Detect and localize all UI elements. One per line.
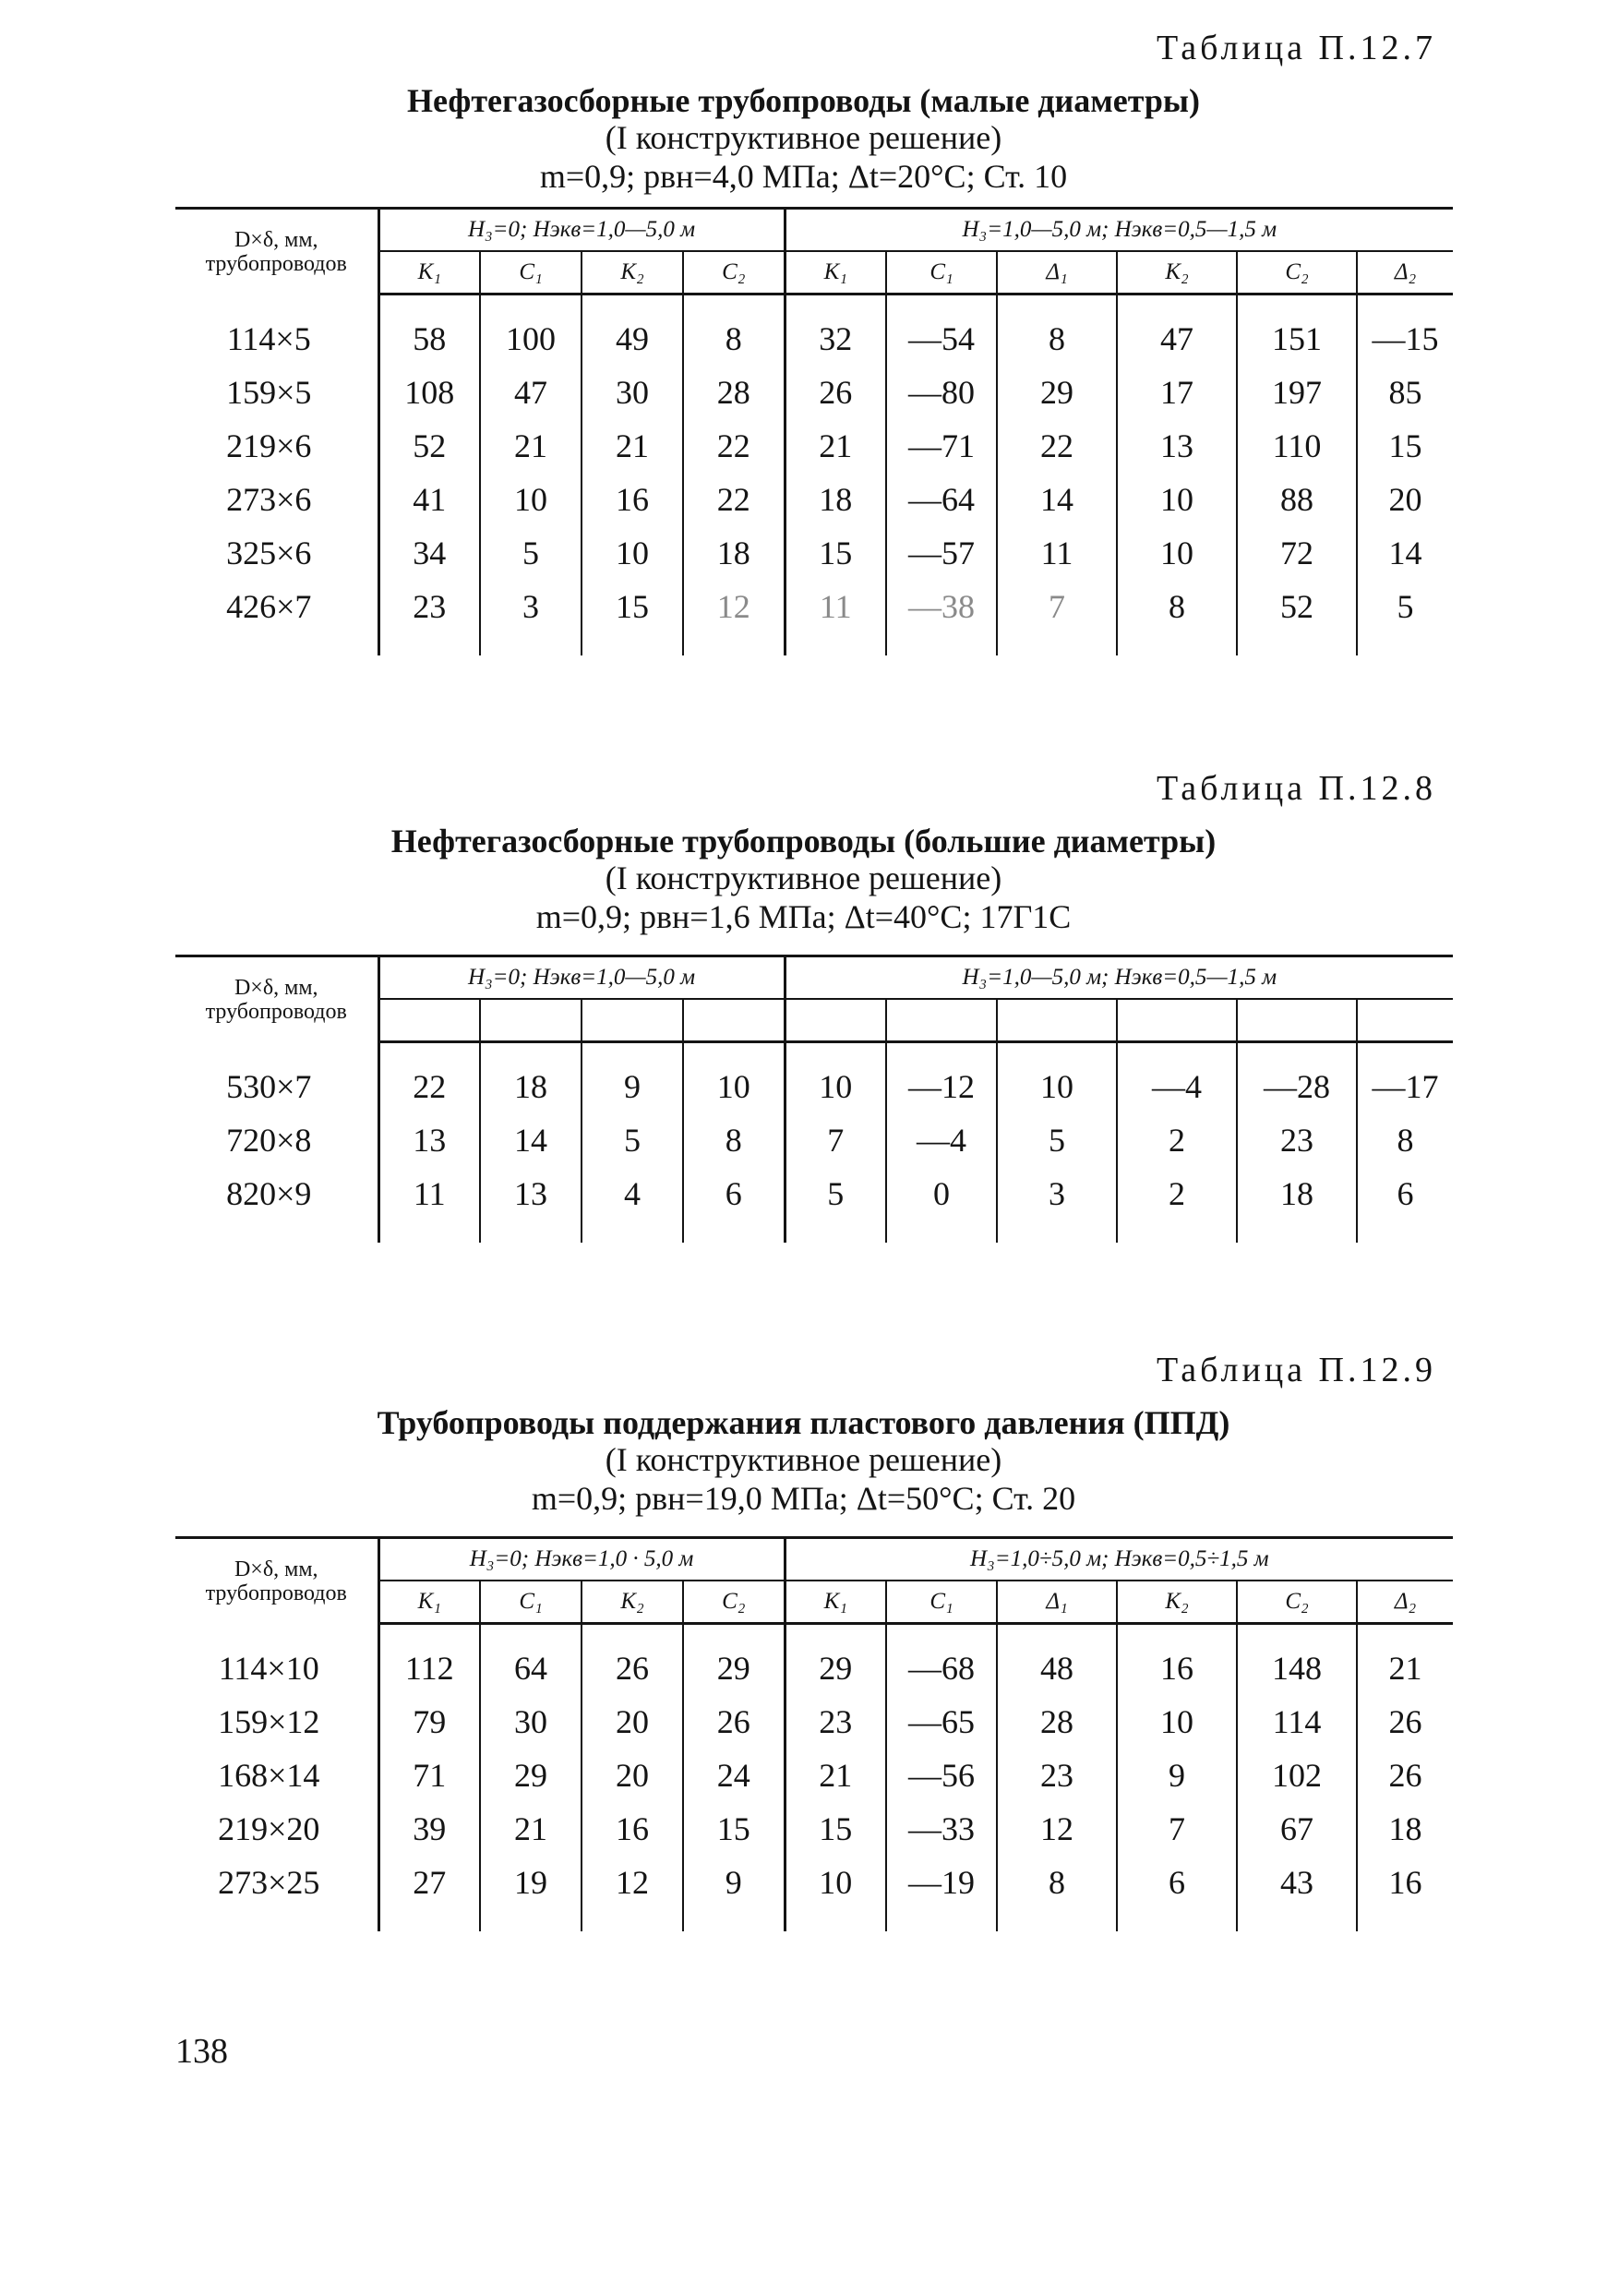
sub-header [1357, 999, 1453, 1042]
table-cell: 21 [480, 1802, 582, 1856]
sub-header [480, 999, 582, 1042]
table-cell: 23 [1237, 1113, 1357, 1167]
table-cell: 17 [1117, 366, 1237, 419]
table-cell: 12 [582, 1856, 683, 1909]
table-cell: 3 [480, 580, 582, 633]
table-cell: 15 [785, 1802, 886, 1856]
table-cell: 15 [1357, 419, 1453, 473]
table-title: Нефтегазосборные трубопроводы (малые диаметры) [406, 82, 1200, 119]
table-cell: —33 [886, 1802, 997, 1856]
table-cell: 4 [582, 1167, 683, 1220]
table-cell: —28 [1237, 1060, 1357, 1113]
table-cell: 16 [1117, 1641, 1237, 1695]
row-label: 114×10 [218, 1650, 319, 1687]
table-cell: 21 [785, 1749, 886, 1802]
table-cell: 8 [997, 1856, 1117, 1909]
sub-header [886, 999, 997, 1042]
table-row [175, 366, 1453, 419]
table-cell: —15 [1357, 312, 1453, 366]
table-cell: 28 [997, 1695, 1117, 1749]
sub-header [1237, 999, 1357, 1042]
table-cell: 26 [1357, 1749, 1453, 1802]
table-row [175, 1167, 1453, 1220]
sub-header: C₂ [683, 1581, 785, 1624]
table-cell: 52 [1237, 580, 1357, 633]
table-cell: 12 [683, 580, 785, 633]
table-row [175, 1060, 1453, 1113]
table-row [175, 312, 1453, 366]
sub-header: K₁ [378, 251, 480, 295]
table-row [175, 1695, 1453, 1749]
table-cell: —56 [886, 1749, 997, 1802]
table-row [175, 580, 1453, 633]
table-cell: 10 [480, 473, 582, 526]
table-cell: 110 [1237, 419, 1357, 473]
table-cell: 5 [785, 1167, 886, 1220]
table-cell: 8 [1117, 580, 1237, 633]
table-cell: 20 [582, 1695, 683, 1749]
table-cell: 18 [480, 1060, 582, 1113]
data-table [175, 1536, 1453, 1931]
table-cell: 3 [997, 1167, 1117, 1220]
table-cell: 10 [683, 1060, 785, 1113]
table-cell: 14 [480, 1113, 582, 1167]
row-label: 820×9 [226, 1175, 312, 1212]
row-label: 720×8 [226, 1122, 312, 1159]
table-cell: 114 [1237, 1695, 1357, 1749]
table-label: Таблица П.12.8 [1157, 769, 1436, 808]
table-cell: 30 [480, 1695, 582, 1749]
table-subtitle: (I конструктивное решение) [605, 859, 1002, 896]
table-cell: 102 [1237, 1749, 1357, 1802]
table-cell: 197 [1237, 366, 1357, 419]
sub-header: C₂ [1237, 1581, 1357, 1624]
table-cell: 41 [378, 473, 480, 526]
table-cell: 23 [378, 580, 480, 633]
sub-header: C₂ [1237, 251, 1357, 295]
table-cell: 29 [785, 1641, 886, 1695]
table-cell: 10 [1117, 1695, 1237, 1749]
table-title: Трубопроводы поддержания пластового давления (ППД) [377, 1404, 1230, 1441]
table-cell: 15 [582, 580, 683, 633]
group-header-2: H₃=1,0÷5,0 м; Hэкв=0,5÷1,5 м [785, 1538, 1453, 1581]
table-cell: —57 [886, 526, 997, 580]
row-label: 219×20 [218, 1810, 320, 1847]
table-cell: 22 [997, 419, 1117, 473]
table-cell: 18 [1357, 1802, 1453, 1856]
page-number: 138 [175, 2032, 228, 2071]
sub-header [582, 999, 683, 1042]
table-cell: 8 [683, 312, 785, 366]
sub-header: C₁ [886, 251, 997, 295]
sub-header: C₁ [480, 1581, 582, 1624]
table-cell: 12 [997, 1802, 1117, 1856]
table-subtitle: (I конструктивное решение) [605, 119, 1002, 156]
sub-header: Δ₁ [997, 1581, 1117, 1624]
table-cell: —71 [886, 419, 997, 473]
table-cell: 34 [378, 526, 480, 580]
table-cell: 26 [683, 1695, 785, 1749]
table-cell: 8 [997, 312, 1117, 366]
sub-header: K₁ [785, 251, 886, 295]
row-label: 273×6 [226, 481, 312, 518]
table-cell: 52 [378, 419, 480, 473]
group-header-1: H₃=0; Hэкв=1,0—5,0 м [378, 209, 785, 252]
table-cell: 8 [683, 1113, 785, 1167]
sub-header: C₁ [480, 251, 582, 295]
table-cell: 43 [1237, 1856, 1357, 1909]
table-cell: —12 [886, 1060, 997, 1113]
table-cell: 47 [1117, 312, 1237, 366]
table-row [175, 1856, 1453, 1909]
sub-header: K₁ [378, 1581, 480, 1624]
row-label: 159×12 [218, 1703, 320, 1740]
table-cell: —4 [886, 1113, 997, 1167]
table-cell: 21 [480, 419, 582, 473]
table-cell: 20 [582, 1749, 683, 1802]
sub-header: Δ₁ [997, 251, 1117, 295]
table-cell: 26 [1357, 1695, 1453, 1749]
table-cell: 6 [1357, 1167, 1453, 1220]
table-params: m=0,9; pвн=4,0 МПа; Δt=20°C; Ст. 10 [539, 158, 1068, 195]
table-cell: 15 [683, 1802, 785, 1856]
row-label: 219×6 [226, 427, 312, 464]
table-row [175, 1113, 1453, 1167]
table-cell: —4 [1117, 1060, 1237, 1113]
data-table [175, 207, 1453, 655]
table-cell: 9 [683, 1856, 785, 1909]
table-cell: 72 [1237, 526, 1357, 580]
group-header-2: H₃=1,0—5,0 м; Hэкв=0,5—1,5 м [785, 956, 1453, 1000]
table-cell: 22 [683, 473, 785, 526]
table-cell: 0 [886, 1167, 997, 1220]
table-cell: 14 [997, 473, 1117, 526]
table-cell: 7 [785, 1113, 886, 1167]
table-cell: 19 [480, 1856, 582, 1909]
table-cell: 39 [378, 1802, 480, 1856]
table-cell: 112 [378, 1641, 480, 1695]
table-label: Таблица П.12.9 [1157, 1351, 1436, 1389]
sub-header: C₁ [886, 1581, 997, 1624]
table-cell: 10 [582, 526, 683, 580]
table-cell: 151 [1237, 312, 1357, 366]
table-cell: 13 [480, 1167, 582, 1220]
table-cell: 15 [785, 526, 886, 580]
table-cell: 10 [1117, 526, 1237, 580]
table-cell: —68 [886, 1641, 997, 1695]
table-cell: 24 [683, 1749, 785, 1802]
table-cell: 29 [997, 366, 1117, 419]
sub-header: K₁ [785, 1581, 886, 1624]
table-cell: 16 [582, 473, 683, 526]
sub-header: K₂ [582, 1581, 683, 1624]
table-cell: 9 [582, 1060, 683, 1113]
table-cell: 5 [582, 1113, 683, 1167]
row-label: 114×5 [226, 320, 311, 357]
table-cell: 23 [785, 1695, 886, 1749]
table-cell: 7 [1117, 1802, 1237, 1856]
table-cell: 108 [378, 366, 480, 419]
table-cell: 2 [1117, 1167, 1237, 1220]
sub-header: Δ₂ [1357, 251, 1453, 295]
table-cell: 10 [1117, 473, 1237, 526]
row-label: 325×6 [226, 535, 312, 571]
table-cell: 16 [1357, 1856, 1453, 1909]
table-cell: 30 [582, 366, 683, 419]
table-cell: 7 [997, 580, 1117, 633]
table-cell: 21 [785, 419, 886, 473]
table-params: m=0,9; pвн=19,0 МПа; Δt=50°C; Ст. 20 [531, 1480, 1076, 1517]
table-cell: 18 [785, 473, 886, 526]
table-cell: —54 [886, 312, 997, 366]
table-cell: 32 [785, 312, 886, 366]
table-cell: —19 [886, 1856, 997, 1909]
table-cell: 10 [785, 1060, 886, 1113]
table-cell: —17 [1357, 1060, 1453, 1113]
group-header-2: H₃=1,0—5,0 м; Hэкв=0,5—1,5 м [785, 209, 1453, 252]
row-label: 426×7 [226, 588, 312, 625]
table-cell: —80 [886, 366, 997, 419]
table-cell: 47 [480, 366, 582, 419]
table-cell: 22 [378, 1060, 480, 1113]
table-row [175, 1802, 1453, 1856]
table-cell: —38 [886, 580, 997, 633]
table-cell: 28 [683, 366, 785, 419]
sub-header: K₂ [1117, 1581, 1237, 1624]
group-header-1: H₃=0; Hэкв=1,0—5,0 м [378, 956, 785, 1000]
table-cell: 5 [1357, 580, 1453, 633]
table-cell: 23 [997, 1749, 1117, 1802]
table-params: m=0,9; pвн=1,6 МПа; Δt=40°C; 17Г1С [535, 898, 1072, 935]
table-cell: 11 [785, 580, 886, 633]
sub-header: K₂ [1117, 251, 1237, 295]
table-title: Нефтегазосборные трубопроводы (большие диаметры) [390, 823, 1217, 859]
sub-header [683, 999, 785, 1042]
table-cell: 21 [582, 419, 683, 473]
table-cell: 58 [378, 312, 480, 366]
table-subtitle: (I конструктивное решение) [605, 1441, 1002, 1478]
table-cell: 13 [1117, 419, 1237, 473]
table-row [175, 473, 1453, 526]
table-cell: 8 [1357, 1113, 1453, 1167]
sub-header [997, 999, 1117, 1042]
table-cell: 64 [480, 1641, 582, 1695]
row-label: 168×14 [218, 1757, 320, 1794]
column-header-diameter: D×δ, мм, трубопроводов [175, 1538, 378, 1624]
table-cell: 16 [582, 1802, 683, 1856]
table-cell: 5 [997, 1113, 1117, 1167]
table-cell: 100 [480, 312, 582, 366]
table-cell: 27 [378, 1856, 480, 1909]
table-cell: 2 [1117, 1113, 1237, 1167]
table-cell: —65 [886, 1695, 997, 1749]
sub-header: K₂ [582, 251, 683, 295]
table-cell: 85 [1357, 366, 1453, 419]
table-cell: 21 [1357, 1641, 1453, 1695]
sub-header [378, 999, 480, 1042]
table-cell: 48 [997, 1641, 1117, 1695]
table-row [175, 526, 1453, 580]
table-cell: 26 [785, 366, 886, 419]
sub-header: Δ₂ [1357, 1581, 1453, 1624]
table-cell: 18 [1237, 1167, 1357, 1220]
table-cell: 29 [480, 1749, 582, 1802]
table-cell: 79 [378, 1695, 480, 1749]
table-cell: 148 [1237, 1641, 1357, 1695]
table-row [175, 1641, 1453, 1695]
table-cell: 88 [1237, 473, 1357, 526]
row-label: 273×25 [218, 1864, 320, 1901]
table-cell: 20 [1357, 473, 1453, 526]
column-header-diameter: D×δ, мм, трубопроводов [175, 209, 378, 295]
table-row [175, 419, 1453, 473]
table-cell: 10 [785, 1856, 886, 1909]
table-cell: 6 [1117, 1856, 1237, 1909]
table-cell: 6 [683, 1167, 785, 1220]
table-cell: 49 [582, 312, 683, 366]
table-cell: 5 [480, 526, 582, 580]
group-header-1: H₃=0; Hэкв=1,0 · 5,0 м [378, 1538, 785, 1581]
table-row [175, 1749, 1453, 1802]
table-cell: 71 [378, 1749, 480, 1802]
table-cell: 14 [1357, 526, 1453, 580]
table-cell: 9 [1117, 1749, 1237, 1802]
table-cell: 22 [683, 419, 785, 473]
sub-header [1117, 999, 1237, 1042]
sub-header [785, 999, 886, 1042]
data-table [175, 955, 1453, 1243]
table-label: Таблица П.12.7 [1157, 29, 1436, 67]
table-cell: 29 [683, 1641, 785, 1695]
table-cell: 11 [378, 1167, 480, 1220]
row-label: 159×5 [226, 374, 312, 411]
table-cell: —64 [886, 473, 997, 526]
sub-header: C₂ [683, 251, 785, 295]
table-cell: 11 [997, 526, 1117, 580]
table-cell: 67 [1237, 1802, 1357, 1856]
column-header-diameter: D×δ, мм, трубопроводов [175, 956, 378, 1042]
table-cell: 10 [997, 1060, 1117, 1113]
table-cell: 13 [378, 1113, 480, 1167]
table-cell: 26 [582, 1641, 683, 1695]
row-label: 530×7 [226, 1068, 312, 1105]
table-cell: 18 [683, 526, 785, 580]
